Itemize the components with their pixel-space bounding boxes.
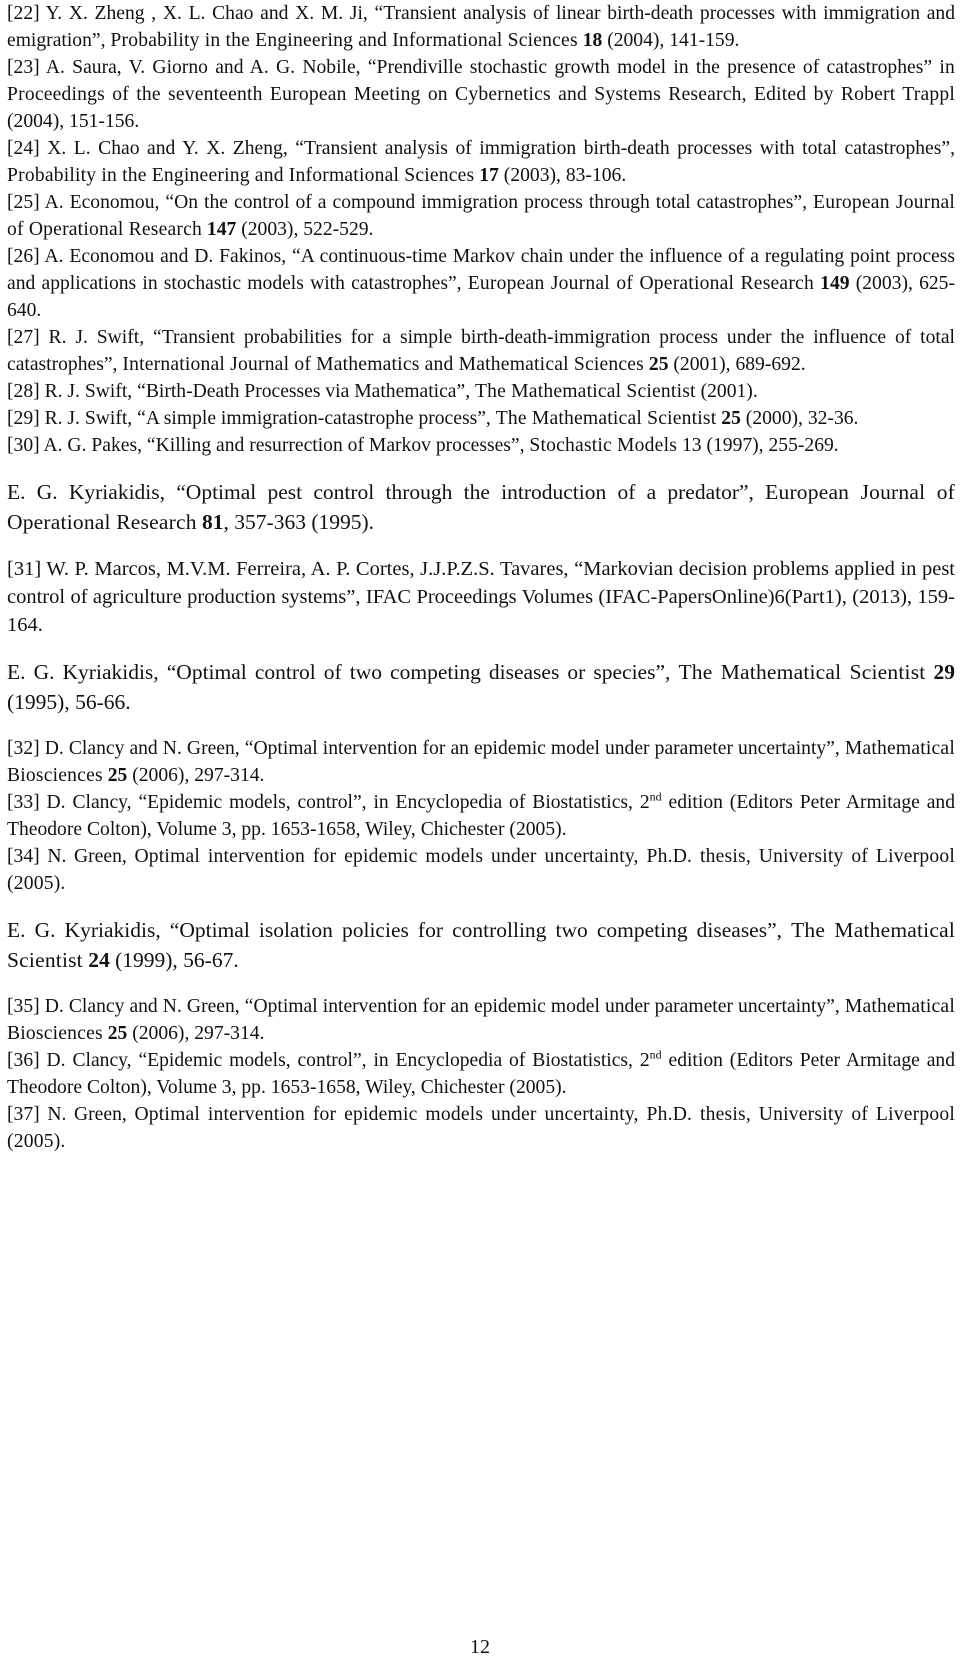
ref-authors: Y. X. Zheng , X. L. Chao and X. M. Ji,	[45, 3, 368, 24]
ref-journal: European Journal of Operational Research	[467, 273, 814, 294]
ref-text: Optimal intervention for epidemic models under uncertainty, Ph.D. thesis, University of Liverpool (2005).	[7, 1104, 955, 1152]
ref-text: D. Clancy, “Epidemic models, control”, in Encyclopedia of Biostatistics, 2	[46, 792, 650, 813]
reference-27	[7, 324, 955, 378]
ref-text-tail: edition (Editors Peter Armitage and Theodore Colton), Volume 3, pp. 1653-1658, Wiley, Chichester (2005).	[7, 1050, 955, 1098]
ref-title: “Killing and resurrection of Markov processes”,	[146, 435, 525, 456]
ref-authors: E. G. Kyriakidis,	[7, 480, 166, 504]
ref-authors: N. Green,	[47, 846, 127, 867]
ref-authors: E. G. Kyriakidis,	[7, 660, 159, 684]
ref-number: [33]	[7, 792, 40, 813]
ref-volume: 147	[206, 219, 237, 240]
ref-number: [29]	[7, 408, 40, 429]
reference-22	[7, 0, 955, 54]
ref-authors: N. Green,	[47, 1104, 127, 1125]
ref-journal: International Journal of Mathematics and Mathematical Sciences	[122, 354, 644, 375]
ref-number: [30]	[7, 435, 40, 456]
ref-journal: Mathematical Biosciences	[7, 738, 955, 786]
ref-volume: 17	[479, 165, 499, 186]
ref-details: (1999), 56-67.	[115, 948, 239, 972]
ref-volume: 25	[107, 765, 128, 786]
ref-number: [22]	[7, 3, 40, 24]
reference-24	[7, 135, 955, 189]
ref-details: (2001), 689-692.	[673, 354, 806, 375]
ref-number: [24]	[7, 138, 40, 159]
ref-title: “Birth-Death Processes via Mathematica”,	[137, 381, 471, 402]
ref-journal: Stochastic Models	[529, 435, 678, 456]
ref-title: “A continuous-time Markov chain under the influence of a regulating point process and applications in stochastic models with catastrophes”,	[7, 246, 955, 294]
ref-title: “Optimal isolation policies for controlling two competing diseases”,	[169, 918, 783, 942]
ref-authors: A. Economou and D. Fakinos,	[44, 246, 287, 267]
ref-number: [27]	[7, 327, 40, 348]
ref-volume: 25	[648, 354, 669, 375]
ref-details: (2001).	[700, 381, 758, 402]
reference-26	[7, 243, 955, 324]
ref-number: [26]	[7, 246, 40, 267]
reference-32	[7, 735, 955, 789]
ref-text-tail: edition (Editors Peter Armitage and Theodore Colton), Volume 3, pp. 1653-1658, Wiley, Chichester (2005).	[7, 792, 955, 840]
ref-volume: 24	[88, 948, 110, 972]
ref-title: “Transient analysis of linear birth-death processes with immigration and emigration”,	[7, 3, 956, 51]
ref-details: (2003), 522-529.	[241, 219, 374, 240]
reference-kyriakidis-1999	[7, 915, 955, 975]
reference-list	[7, 0, 955, 1155]
ref-details: (2003), 83-106.	[503, 165, 627, 186]
ref-authors: A. Economou,	[44, 192, 160, 213]
ref-superscript: nd	[649, 789, 662, 804]
ref-journal: The Mathematical Scientist	[495, 408, 717, 429]
ref-number: [32]	[7, 738, 40, 759]
reference-34	[7, 843, 955, 897]
ref-title: “On the control of a compound immigration process through total catastrophes”,	[165, 192, 808, 213]
ref-text: Optimal intervention for epidemic models under uncertainty, Ph.D. thesis, University of Liverpool (2005).	[7, 846, 955, 894]
ref-journal: Probability in the Engineering and Informational Sciences	[7, 165, 475, 186]
ref-number: [36]	[7, 1050, 40, 1071]
ref-title: “Optimal intervention for an epidemic model under parameter uncertainty”,	[244, 738, 840, 759]
ref-title: “Optimal pest control through the introduction of a predator”,	[176, 480, 754, 504]
ref-authors: X. L. Chao and Y. X. Zheng,	[47, 138, 288, 159]
ref-details: (2006), 297-314.	[132, 1023, 265, 1044]
ref-number: [23]	[7, 57, 40, 78]
ref-details: 13 (1997), 255-269.	[681, 435, 839, 456]
ref-number: [37]	[7, 1104, 40, 1125]
ref-journal: The Mathematical Scientist	[678, 660, 926, 684]
ref-authors: R. J. Swift,	[48, 327, 145, 348]
ref-authors: E. G. Kyriakidis,	[7, 918, 161, 942]
page-number: 12	[470, 1636, 490, 1658]
ref-journal: The Mathematical Scientist	[475, 381, 696, 402]
ref-journal: The Mathematical Scientist	[7, 918, 955, 972]
ref-journal: Probability in the Engineering and Informational Sciences	[110, 30, 578, 51]
ref-volume: 25	[107, 1023, 128, 1044]
ref-journal: in Proceedings of the seventeenth European Meeting on Cybernetics and Systems Research, Edited by Robert Trappl	[7, 57, 955, 105]
reference-kyriakidis-1995-diseases	[7, 657, 955, 717]
reference-35	[7, 993, 955, 1047]
ref-authors: D. Clancy and N. Green,	[44, 996, 240, 1017]
reference-23	[7, 54, 955, 135]
ref-volume: 81	[202, 510, 224, 534]
ref-journal: European Journal of Operational Research	[7, 192, 955, 240]
ref-number: [28]	[7, 381, 40, 402]
ref-volume: 29	[933, 660, 955, 684]
ref-superscript: nd	[649, 1047, 662, 1062]
reference-36	[7, 1047, 955, 1101]
ref-details: , 357-363 (1995).	[223, 510, 375, 534]
ref-details: (2000), 32-36.	[745, 408, 859, 429]
ref-authors: R. J. Swift,	[44, 381, 133, 402]
ref-authors: A. Saura, V. Giorno and A. G. Nobile,	[45, 57, 361, 78]
ref-title: “Transient analysis of immigration birth-death processes with total catastrophes”,	[295, 138, 955, 159]
reference-kyriakidis-1995-pest	[7, 477, 955, 537]
ref-authors: R. J. Swift,	[44, 408, 133, 429]
reference-29	[7, 405, 955, 432]
ref-authors: A. G. Pakes,	[43, 435, 142, 456]
ref-number: [34]	[7, 846, 40, 867]
ref-title: “Prendiville stochastic growth model in the presence of catastrophes”	[367, 57, 933, 78]
ref-journal: Mathematical Biosciences	[7, 996, 955, 1044]
ref-details: (2004), 151-156.	[7, 111, 140, 132]
ref-authors: D. Clancy and N. Green,	[44, 738, 240, 759]
reference-31	[7, 555, 955, 639]
ref-volume: 25	[721, 408, 741, 429]
ref-volume: 149	[820, 273, 850, 294]
ref-details: (2006), 297-314.	[132, 765, 265, 786]
ref-title: “Optimal intervention for an epidemic model under parameter uncertainty”,	[244, 996, 840, 1017]
ref-title: “Transient probabilities for a simple birth-death-immigration process under the influence of total catastrophes”,	[7, 327, 955, 375]
reference-37	[7, 1101, 955, 1155]
ref-text: W. P. Marcos, M.V.M. Ferreira, A. P. Cortes, J.J.P.Z.S. Tavares, “Markovian decision problems applied in pest control of agriculture production systems”, IFAC Proceedings Volumes (IFAC-PapersOnline)6(Part1), (2013), 159-164.	[7, 558, 955, 636]
ref-details: (1995), 56-66.	[7, 690, 131, 714]
ref-title: “Optimal control of two competing diseases or species”,	[166, 660, 671, 684]
ref-number: [35]	[7, 996, 40, 1017]
reference-25	[7, 189, 955, 243]
ref-title: “A simple immigration-catastrophe process”,	[137, 408, 491, 429]
ref-number: [31]	[7, 558, 42, 580]
ref-details: (2003), 625-640.	[7, 273, 955, 321]
ref-volume: 18	[582, 30, 603, 51]
reference-30	[7, 432, 955, 459]
reference-28	[7, 378, 955, 405]
reference-33	[7, 789, 955, 843]
ref-text: D. Clancy, “Epidemic models, control”, in Encyclopedia of Biostatistics, 2	[46, 1050, 650, 1071]
ref-details: (2004), 141-159.	[607, 30, 740, 51]
ref-number: [25]	[7, 192, 40, 213]
ref-journal: European Journal of Operational Research	[7, 480, 956, 534]
